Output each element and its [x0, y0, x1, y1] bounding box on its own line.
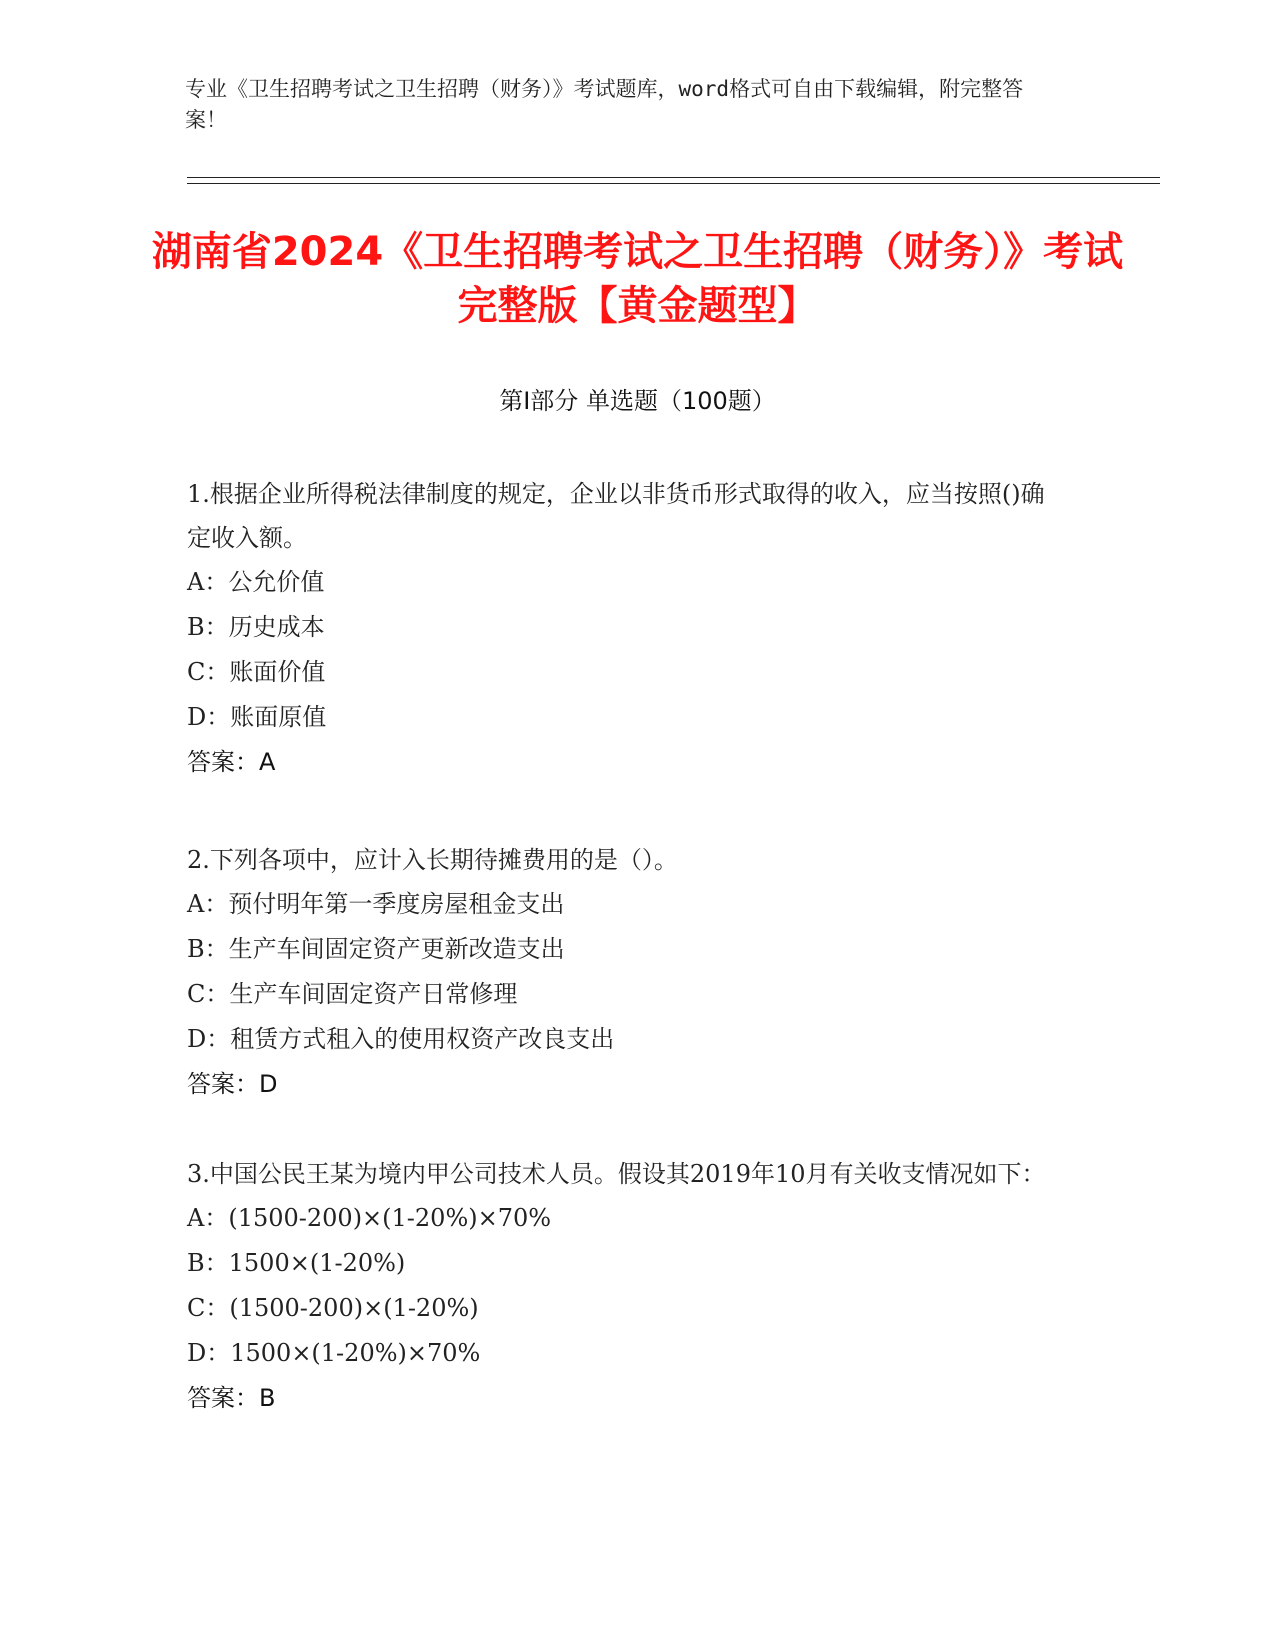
question-stem: 2.下列各项中，应计入长期待摊费用的是（）。: [187, 846, 678, 874]
option-c: C：(1500-200)×(1-20%): [187, 1294, 479, 1322]
option-c: C：账面价值: [187, 658, 326, 686]
answer: 答案：B: [187, 1384, 276, 1412]
option-b: B：历史成本: [187, 613, 325, 641]
question-stem: 1.根据企业所得税法律制度的规定，企业以非货币形式取得的收入，应当按照()确定收入额。: [187, 480, 1045, 552]
question-2: [187, 838, 1067, 1107]
header-divider-top: [187, 177, 1160, 178]
question-stem: 3.中国公民王某为境内甲公司技术人员。假设其2019年10月有关收支情况如下：: [187, 1160, 1046, 1188]
answer: 答案：D: [187, 1070, 278, 1098]
header-divider-bottom: [187, 183, 1160, 184]
option-d: D：账面原值: [187, 703, 327, 731]
option-b: B：生产车间固定资产更新改造支出: [187, 935, 565, 963]
option-d: D：租赁方式租入的使用权资产改良支出: [187, 1025, 615, 1053]
option-d: D：1500×(1-20%)×70%: [187, 1339, 481, 1367]
question-3: [187, 1152, 1067, 1421]
section-title: 第I部分 单选题（100题）: [499, 387, 776, 415]
option-a: A：公允价值: [187, 568, 325, 596]
option-b: B：1500×(1-20%): [187, 1249, 406, 1277]
header-note: 专业《卫生招聘考试之卫生招聘（财务）》考试题库，word格式可自由下载编辑，附完整答案！: [185, 77, 1024, 132]
question-1: [187, 472, 1067, 785]
option-a: A：(1500-200)×(1-20%)×70%: [187, 1204, 552, 1232]
option-c: C：生产车间固定资产日常修理: [187, 980, 518, 1008]
answer: 答案：A: [187, 748, 276, 776]
option-a: A：预付明年第一季度房屋租金支出: [187, 890, 565, 918]
document-title: 湖南省2024《卫生招聘考试之卫生招聘（财务）》考试完整版【黄金题型】: [151, 229, 1124, 329]
